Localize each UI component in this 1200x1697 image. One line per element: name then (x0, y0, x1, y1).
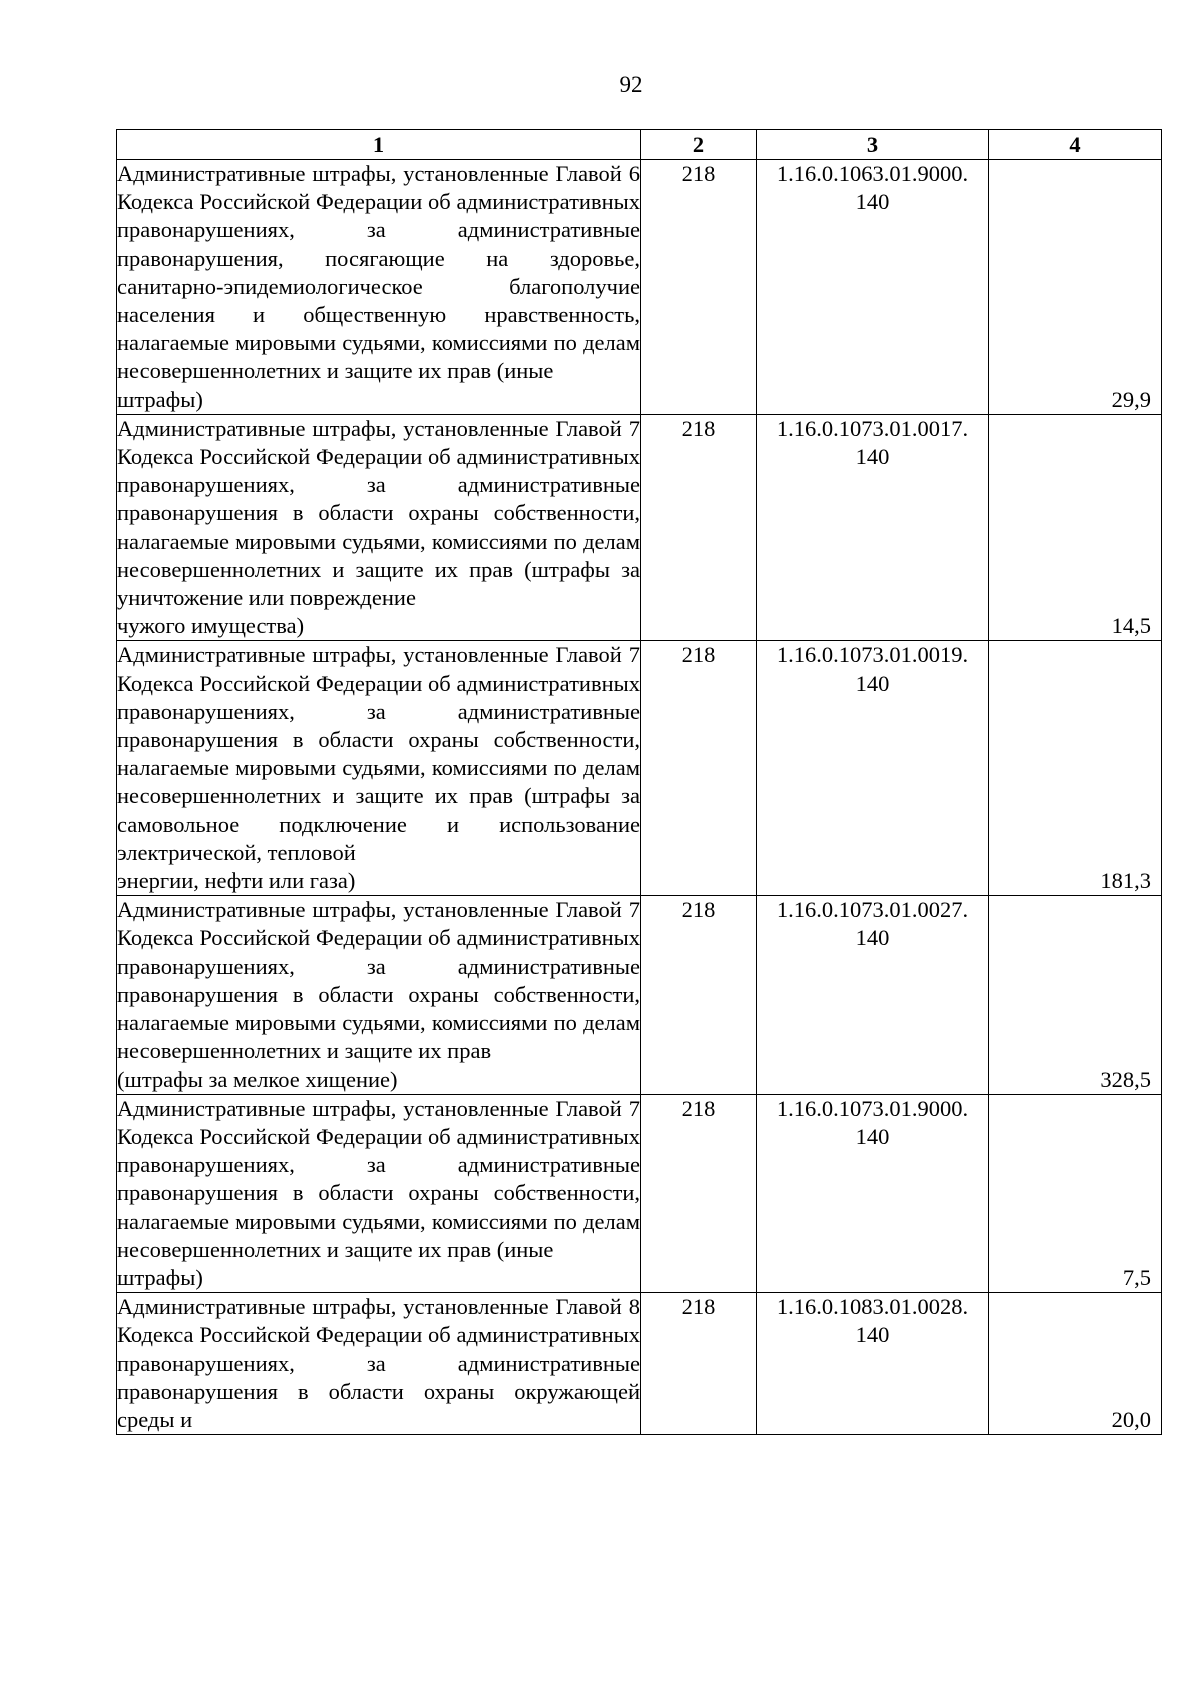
row-description (117, 1094, 641, 1292)
row-amount: 181,3 (989, 641, 1162, 896)
revenue-table (116, 129, 1162, 1435)
row-admin-code: 218 (641, 1094, 757, 1292)
code-line-1: 1.16.0.1073.01.0019. (776, 642, 969, 668)
row-admin-code: 218 (641, 414, 757, 641)
code-line-1: 1.16.0.1063.01.9000. (776, 161, 969, 186)
table-row (117, 160, 1162, 415)
row-admin-code: 218 (641, 1293, 757, 1435)
row-admin-code: 218 (641, 896, 757, 1094)
row-amount: 7,5 (989, 1094, 1162, 1292)
code-line-2: 140 (855, 444, 890, 470)
page-number: 92 (619, 72, 643, 97)
header-col-3: 3 (757, 130, 989, 160)
description-text: Административные штрафы, установленные Главой 8 Кодекса Российской Федерации об административных правонарушениях, за административные правонарушения в области охраны окружающей среды и (117, 1294, 640, 1432)
row-amount: 29,9 (989, 160, 1162, 415)
row-description (117, 1293, 641, 1435)
row-description (117, 160, 641, 415)
code-line-1: 1.16.0.1073.01.0027. (776, 897, 969, 923)
table-row (117, 1094, 1162, 1292)
description-text: Административные штрафы, установленные Главой 7 Кодекса Российской Федерации об административных правонарушениях, за административные правонарушения в области охраны собственности, налагаемые мировыми судьями, комиссиями по делам несовершеннолетних и защите их прав (117, 897, 640, 1064)
row-amount: 328,5 (989, 896, 1162, 1094)
code-line-2: 140 (855, 1123, 890, 1149)
code-line-2: 140 (855, 925, 890, 951)
table-row (117, 896, 1162, 1094)
row-classification-code (757, 160, 989, 415)
description-text: Административные штрафы, установленные Главой 7 Кодекса Российской Федерации об административных правонарушениях, за административные правонарушения в области охраны собственности, налагаемые мировыми судьями, комиссиями по делам несовершеннолетних и защите их прав (иные (117, 1095, 640, 1262)
row-classification-code (757, 1094, 989, 1292)
header-col-2: 2 (641, 130, 757, 160)
table-row (117, 641, 1162, 896)
row-classification-code (757, 896, 989, 1094)
row-description (117, 641, 641, 896)
code-line-2: 140 (855, 1322, 890, 1348)
row-admin-code: 218 (641, 641, 757, 896)
row-admin-code: 218 (641, 160, 757, 415)
row-amount: 14,5 (989, 414, 1162, 641)
row-classification-code (757, 414, 989, 641)
description-last-line: штрафы) (117, 386, 203, 412)
table-header-row (117, 130, 1162, 160)
row-classification-code (757, 641, 989, 896)
table-row (117, 414, 1162, 641)
row-amount: 20,0 (989, 1293, 1162, 1435)
code-line-2: 140 (855, 670, 890, 696)
code-line-1: 1.16.0.1073.01.0017. (776, 415, 969, 441)
code-line-1: 1.16.0.1083.01.0028. (776, 1294, 969, 1320)
description-last-line: энергии, нефти или газа) (117, 868, 356, 894)
header-col-1: 1 (117, 130, 641, 160)
row-description (117, 896, 641, 1094)
code-line-2: 140 (855, 189, 890, 215)
header-col-4: 4 (989, 130, 1162, 160)
description-text: Административные штрафы, установленные Главой 6 Кодекса Российской Федерации об административных правонарушениях, за административные правонарушения, посягающие на здоровье, санитарно-эпидемиологическое благополучие населения и общественную нравственность, налагаемые мировыми судьями, комиссиями по делам несовершеннолетних и защите их прав (иные (117, 161, 640, 384)
description-text: Административные штрафы, установленные Главой 7 Кодекса Российской Федерации об административных правонарушениях, за административные правонарушения в области охраны собственности, налагаемые мировыми судьями, комиссиями по делам несовершеннолетних и защите их прав (штрафы за самовольное подключение и использование электрической, тепловой (117, 642, 640, 865)
description-last-line: штрафы) (117, 1264, 203, 1290)
row-classification-code (757, 1293, 989, 1435)
description-text: Административные штрафы, установленные Главой 7 Кодекса Российской Федерации об административных правонарушениях, за административные правонарушения в области охраны собственности, налагаемые мировыми судьями, комиссиями по делам несовершеннолетних и защите их прав (штрафы за уничтожение или повреждение (117, 415, 640, 611)
table-row (117, 1293, 1162, 1435)
description-last-line: чужого имущества) (117, 613, 305, 639)
code-line-1: 1.16.0.1073.01.9000. (776, 1095, 969, 1121)
description-last-line: (штрафы за мелкое хищение) (117, 1066, 398, 1092)
row-description (117, 414, 641, 641)
